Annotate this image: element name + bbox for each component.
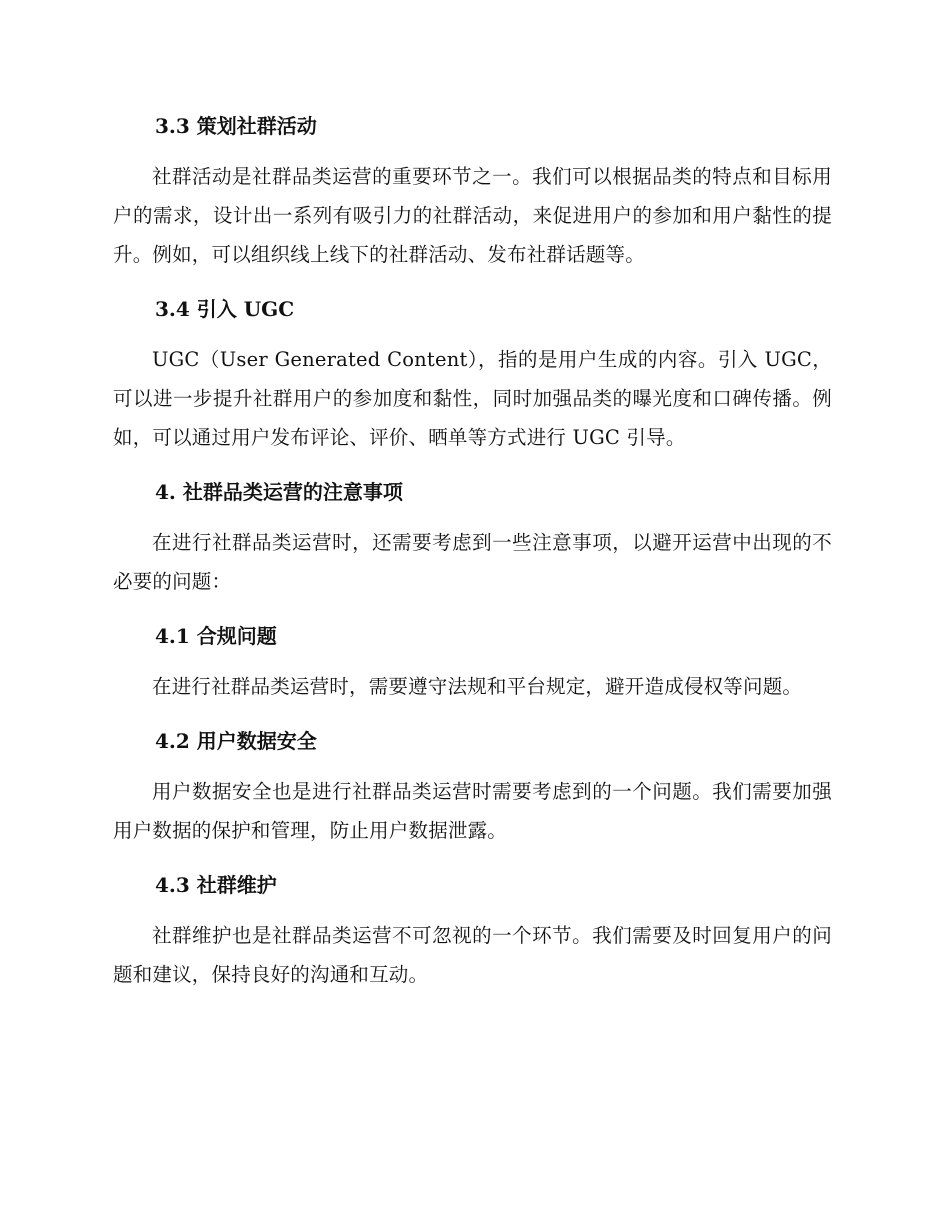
section-4-3 xyxy=(113,871,832,994)
section-paragraph: 在进行社群品类运营时，需要遵守法规和平台规定，避开造成侵权等问题。 xyxy=(152,675,803,698)
section-paragraph: 社群维护也是社群品类运营不可忽视的一个环节。我们需要及时回复用户的问题和建议，保持良好的沟通和互动。 xyxy=(113,924,832,986)
section-heading: 3.4 引入 UGC xyxy=(155,297,295,321)
section-heading: 4. 社群品类运营的注意事项 xyxy=(155,480,403,504)
section-3-3 xyxy=(113,112,832,295)
section-heading: 4.1 合规问题 xyxy=(155,624,277,648)
section-paragraph: 用户数据安全也是进行社群品类运营时需要考虑到的一个问题。我们需要加强用户数据的保护和管理，防止用户数据泄露。 xyxy=(113,780,832,842)
section-paragraph: UGC（User Generated Content），指的是用户生成的内容。引入 UGC，可以进一步提升社群用户的参加度和黏性，同时加强品类的曝光度和口碑传播。例如，可以通过用户发布评论、评价、晒单等方式进行 UGC 引导。 xyxy=(113,348,832,449)
section-4 xyxy=(113,478,832,622)
section-3-4 xyxy=(113,295,832,478)
section-4-2 xyxy=(113,727,832,871)
section-heading: 4.3 社群维护 xyxy=(155,873,277,897)
section-paragraph: 社群活动是社群品类运营的重要环节之一。我们可以根据品类的特点和目标用户的需求，设计出一系列有吸引力的社群活动，来促进用户的参加和用户黏性的提升。例如，可以组织线上线下的社群活动、发布社群话题等。 xyxy=(113,165,832,266)
section-heading: 4.2 用户数据安全 xyxy=(155,729,317,753)
section-4-1 xyxy=(113,622,832,727)
section-paragraph: 在进行社群品类运营时，还需要考虑到一些注意事项，以避开运营中出现的不必要的问题： xyxy=(113,531,832,593)
section-heading: 3.3 策划社群活动 xyxy=(155,114,317,138)
